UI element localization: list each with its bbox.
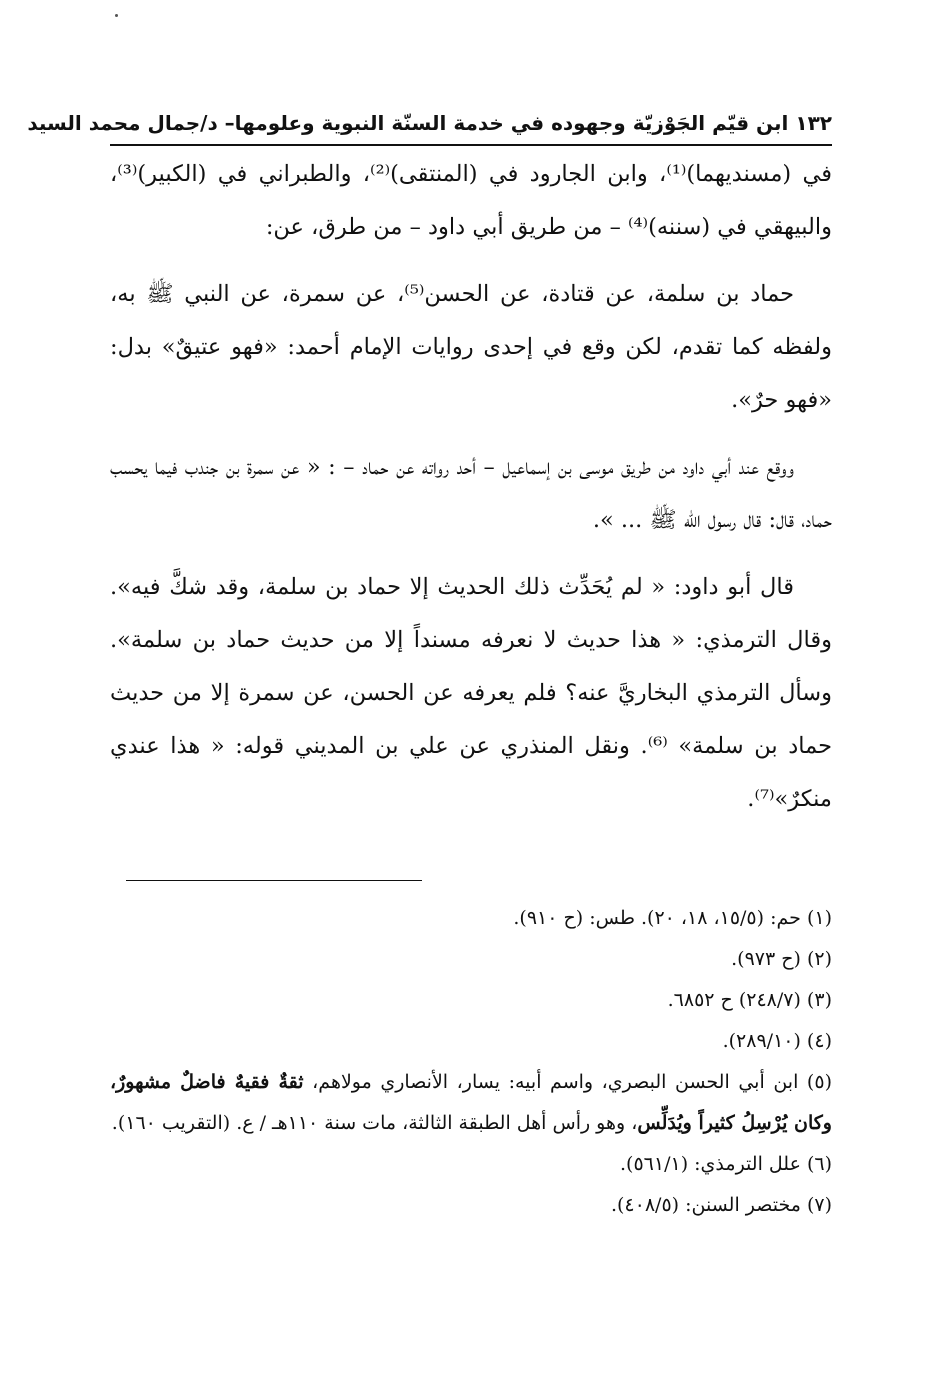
scan-speck — [115, 14, 118, 17]
footnote — [110, 1062, 832, 1144]
footnote: (٢) (ح ٩٧٣). — [731, 948, 832, 970]
footnote: (٤) (٢٨٩/١٠). — [722, 1030, 832, 1052]
footnotes — [110, 898, 832, 1226]
paragraph: حماد بن سلمة، عن قتادة، عن الحسن⁽⁵⁾، عن سمرة، عن النبي ﷺ به، ولفظه كما تقدم، لكن وقع في إحدى روايات الإمام أحمد: «فهو عتيقٌ» بدل: «فهو حرٌ». — [110, 281, 832, 413]
footnote-text: (٥) ابن أبي الحسن البصري، واسم أبيه: يسار، الأنصاري مولاهم، — [303, 1071, 832, 1093]
paragraph: ووقع عند أبي داود من طريق موسى بن إسماعيل – أحد رواته عن حماد – : « عن سمرة بن جندب فيما يحسب حماد، قال: قال رسول الله ﷺ ... ». — [110, 454, 832, 533]
footnote: (٣) (٢٤٨/٧) ح ٦٨٥٢. — [667, 989, 832, 1011]
footnote-text: ، وهو رأس أهل الطبقة الثالثة، مات سنة ١١٠هـ / ع. (التقريب ١٦٠). — [111, 1112, 638, 1134]
footnote-separator — [126, 880, 422, 881]
running-header: ١٣٢ ابن قيّم الجَوْزيّة وجهوده في خدمة السنّة النبوية وعلومها– د/جمال محمد السيد — [27, 111, 832, 135]
footnote: (١) حم: (١٥/٥، ١٨، ٢٠). طس: (ح ٩١٠). — [513, 907, 832, 929]
footnote: (٧) مختصر السنن: (٤٠٨/٥). — [610, 1194, 832, 1216]
paragraph: قال أبو داود: « لم يُحَدِّث ذلك الحديث إلا حماد بن سلمة، وقد شكَّ فيه». وقال الترمذي: « هذا حديث لا نعرفه مسنداً إلا من حديث حماد بن سلمة». وسأل الترمذي البخاريَّ عنه؟ فلم يعرفه عن الحسن، عن سمرة إلا من حديث حماد بن سلمة» ⁽⁶⁾. ونقل المنذري عن علي بن المديني قوله: « هذا عندي منكرٌ»⁽⁷⁾. — [110, 574, 832, 812]
footnote: (٦) علل الترمذي: (٥٦١/١). — [620, 1153, 832, 1175]
main-text — [110, 148, 832, 840]
header-rule — [110, 144, 832, 146]
footnote-emphasis: ثقةٌ فقيهٌ فاضلٌ مشهورٌ، وكان يُرْسِلُ كثيراً ويُدَلِّس — [110, 1071, 832, 1134]
paragraph: في (مسنديهما)⁽¹⁾، وابن الجارود في (المنتقى)⁽²⁾، والطبراني في (الكبير)⁽³⁾، والبيهقي في (سننه)⁽⁴⁾ – من طريق أبي داود – من طرق، عن: — [110, 161, 833, 240]
